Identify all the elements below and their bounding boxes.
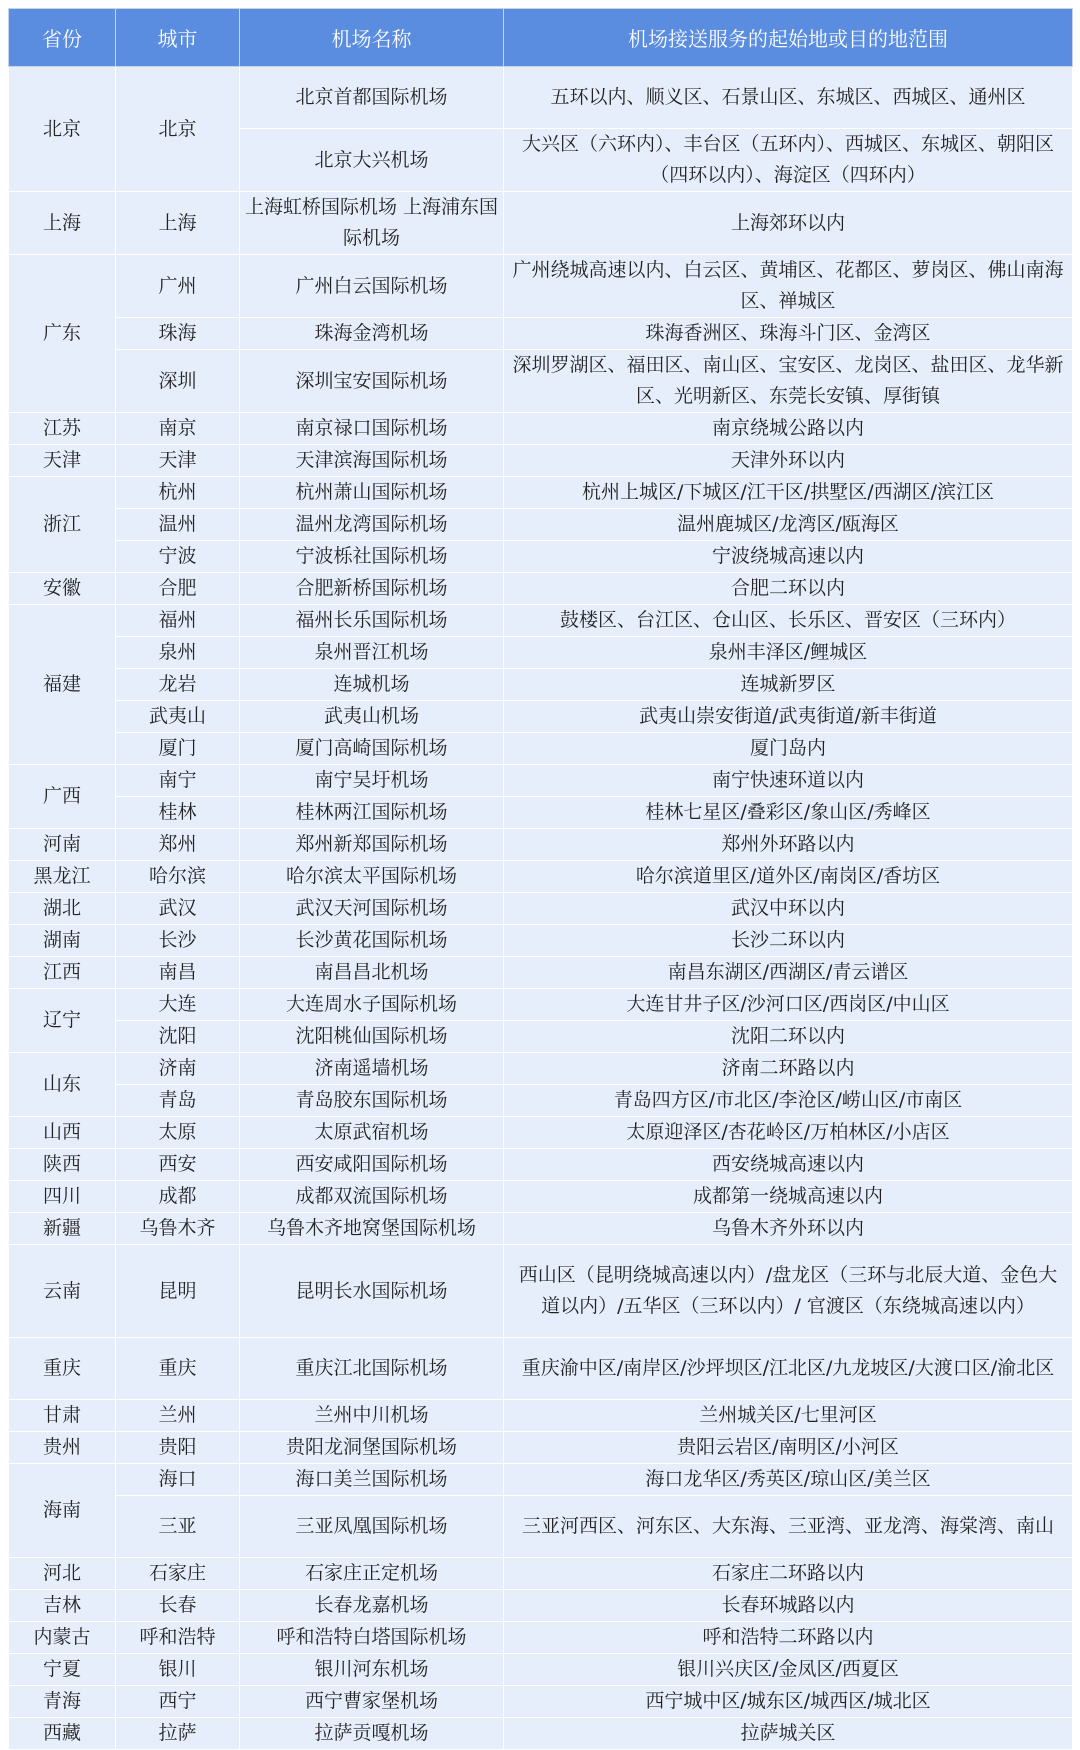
header-airport: 机场名称 [240,9,504,67]
range-cell: 珠海香洲区、珠海斗门区、金湾区 [504,318,1073,350]
airport-cell: 长沙黄花国际机场 [240,925,504,957]
range-cell: 厦门岛内 [504,733,1073,765]
range-cell: 郑州外环路以内 [504,829,1073,861]
table-row [9,765,1073,797]
city-cell: 郑州 [116,829,240,861]
range-cell: 大兴区（六环内）、丰台区（五环内）、西城区、东城区、朝阳区（四环以内）、海淀区（四环内） [504,129,1073,192]
table-row [9,477,1073,509]
header-province: 省份 [9,9,116,67]
range-cell: 乌鲁木齐外环以内 [504,1213,1073,1245]
city-cell: 银川 [116,1654,240,1686]
table-row [9,1686,1073,1718]
airport-cell: 哈尔滨太平国际机场 [240,861,504,893]
province-cell: 福建 [9,605,116,765]
table-row [9,1021,1073,1053]
city-cell: 长沙 [116,925,240,957]
city-cell: 南宁 [116,765,240,797]
province-cell: 天津 [9,445,116,477]
airport-cell: 长春龙嘉机场 [240,1590,504,1622]
city-cell: 沈阳 [116,1021,240,1053]
airport-cell: 贵阳龙洞堡国际机场 [240,1432,504,1464]
airport-service-table [8,8,1073,1750]
airport-cell: 银川河东机场 [240,1654,504,1686]
airport-cell: 郑州新郑国际机场 [240,829,504,861]
city-cell: 成都 [116,1181,240,1213]
range-cell: 泉州丰泽区/鲤城区 [504,637,1073,669]
range-cell: 鼓楼区、台江区、仓山区、长乐区、晋安区（三环内） [504,605,1073,637]
province-cell: 新疆 [9,1213,116,1245]
table-row [9,957,1073,989]
city-cell: 武夷山 [116,701,240,733]
table-row [9,925,1073,957]
city-cell: 三亚 [116,1496,240,1558]
province-cell: 辽宁 [9,989,116,1053]
province-cell: 江苏 [9,413,116,445]
city-cell: 青岛 [116,1085,240,1117]
city-cell: 合肥 [116,573,240,605]
table-row [9,1053,1073,1085]
range-cell: 天津外环以内 [504,445,1073,477]
table-row [9,1496,1073,1558]
province-cell: 河北 [9,1558,116,1590]
airport-cell: 北京首都国际机场 [240,67,504,129]
airport-cell: 泉州晋江机场 [240,637,504,669]
province-cell: 山西 [9,1117,116,1149]
province-cell: 海南 [9,1464,116,1558]
city-cell: 太原 [116,1117,240,1149]
airport-cell: 桂林两江国际机场 [240,797,504,829]
range-cell: 贵阳云岩区/南明区/小河区 [504,1432,1073,1464]
city-cell: 深圳 [116,350,240,413]
city-cell: 珠海 [116,318,240,350]
city-cell: 西宁 [116,1686,240,1718]
city-cell: 南京 [116,413,240,445]
table-row [9,1718,1073,1750]
table-row [9,893,1073,925]
range-cell: 成都第一绕城高速以内 [504,1181,1073,1213]
city-cell: 呼和浩特 [116,1622,240,1654]
table-row [9,637,1073,669]
airport-cell: 成都双流国际机场 [240,1181,504,1213]
city-cell: 拉萨 [116,1718,240,1750]
table-row [9,192,1073,255]
table-row [9,1432,1073,1464]
province-cell: 吉林 [9,1590,116,1622]
table-row [9,701,1073,733]
city-cell: 广州 [116,255,240,318]
city-cell: 海口 [116,1464,240,1496]
table-row [9,350,1073,413]
range-cell: 西安绕城高速以内 [504,1149,1073,1181]
table-row [9,1338,1073,1400]
city-cell: 南昌 [116,957,240,989]
range-cell: 合肥二环以内 [504,573,1073,605]
airport-cell: 重庆江北国际机场 [240,1338,504,1400]
range-cell: 拉萨城关区 [504,1718,1073,1750]
city-cell: 长春 [116,1590,240,1622]
header-city: 城市 [116,9,240,67]
table-row [9,1085,1073,1117]
header-range: 机场接送服务的起始地或目的地范围 [504,9,1073,67]
province-cell: 江西 [9,957,116,989]
airport-cell: 深圳宝安国际机场 [240,350,504,413]
airport-cell: 南京禄口国际机场 [240,413,504,445]
city-cell: 西安 [116,1149,240,1181]
range-cell: 呼和浩特二环路以内 [504,1622,1073,1654]
province-cell: 湖南 [9,925,116,957]
city-cell: 贵阳 [116,1432,240,1464]
range-cell: 西山区（昆明绕城高速以内）/盘龙区（三环与北辰大道、金色大道以内）/五华区（三环以内）/ 官渡区（东绕城高速以内） [504,1245,1073,1338]
city-cell: 温州 [116,509,240,541]
table-row [9,445,1073,477]
table-row [9,733,1073,765]
range-cell: 青岛四方区/市北区/李沧区/崂山区/市南区 [504,1085,1073,1117]
airport-cell: 济南遥墙机场 [240,1053,504,1085]
range-cell: 连城新罗区 [504,669,1073,701]
airport-cell: 合肥新桥国际机场 [240,573,504,605]
range-cell: 重庆渝中区/南岸区/沙坪坝区/江北区/九龙坡区/大渡口区/渝北区 [504,1338,1073,1400]
province-cell: 广东 [9,255,116,413]
city-cell: 重庆 [116,1338,240,1400]
range-cell: 深圳罗湖区、福田区、南山区、宝安区、龙岗区、盐田区、龙华新区、光明新区、东莞长安镇、厚街镇 [504,350,1073,413]
table-row [9,318,1073,350]
airport-cell: 沈阳桃仙国际机场 [240,1021,504,1053]
city-cell: 杭州 [116,477,240,509]
range-cell: 宁波绕城高速以内 [504,541,1073,573]
airport-cell: 温州龙湾国际机场 [240,509,504,541]
range-cell: 武汉中环以内 [504,893,1073,925]
table-row [9,1622,1073,1654]
table-row [9,989,1073,1021]
table-row [9,509,1073,541]
city-cell: 泉州 [116,637,240,669]
airport-cell: 乌鲁木齐地窝堡国际机场 [240,1213,504,1245]
range-cell: 杭州上城区/下城区/江干区/拱墅区/西湖区/滨江区 [504,477,1073,509]
range-cell: 银川兴庆区/金凤区/西夏区 [504,1654,1073,1686]
range-cell: 桂林七星区/叠彩区/象山区/秀峰区 [504,797,1073,829]
range-cell: 哈尔滨道里区/道外区/南岗区/香坊区 [504,861,1073,893]
range-cell: 济南二环路以内 [504,1053,1073,1085]
table-row [9,573,1073,605]
city-cell: 武汉 [116,893,240,925]
range-cell: 大连甘井子区/沙河口区/西岗区/中山区 [504,989,1073,1021]
table-row [9,1245,1073,1338]
table-row [9,255,1073,318]
province-cell: 云南 [9,1245,116,1338]
airport-cell: 石家庄正定机场 [240,1558,504,1590]
range-cell: 石家庄二环路以内 [504,1558,1073,1590]
city-cell: 昆明 [116,1245,240,1338]
province-cell: 河南 [9,829,116,861]
city-cell: 上海 [116,192,240,255]
table-row [9,1654,1073,1686]
city-cell: 哈尔滨 [116,861,240,893]
city-cell: 桂林 [116,797,240,829]
airport-cell: 青岛胶东国际机场 [240,1085,504,1117]
city-cell: 厦门 [116,733,240,765]
airport-cell: 太原武宿机场 [240,1117,504,1149]
city-cell: 石家庄 [116,1558,240,1590]
province-cell: 北京 [9,67,116,192]
province-cell: 内蒙古 [9,1622,116,1654]
range-cell: 广州绕城高速以内、白云区、黄埔区、花都区、萝岗区、佛山南海区、禅城区 [504,255,1073,318]
airport-cell: 广州白云国际机场 [240,255,504,318]
airport-cell: 昆明长水国际机场 [240,1245,504,1338]
province-cell: 安徽 [9,573,116,605]
table-row [9,67,1073,129]
table-row [9,1558,1073,1590]
table-row [9,861,1073,893]
airport-cell: 南宁吴圩机场 [240,765,504,797]
range-cell: 长沙二环以内 [504,925,1073,957]
airport-cell: 天津滨海国际机场 [240,445,504,477]
table-row [9,829,1073,861]
airport-cell: 宁波栎社国际机场 [240,541,504,573]
airport-cell: 北京大兴机场 [240,129,504,192]
airport-cell: 西安咸阳国际机场 [240,1149,504,1181]
airport-cell: 呼和浩特白塔国际机场 [240,1622,504,1654]
province-cell: 西藏 [9,1718,116,1750]
city-cell: 北京 [116,67,240,192]
province-cell: 浙江 [9,477,116,573]
city-cell: 龙岩 [116,669,240,701]
airport-cell: 兰州中川机场 [240,1400,504,1432]
airport-cell: 拉萨贡嘎机场 [240,1718,504,1750]
province-cell: 四川 [9,1181,116,1213]
airport-cell: 西宁曹家堡机场 [240,1686,504,1718]
airport-cell: 上海虹桥国际机场 上海浦东国际机场 [240,192,504,255]
range-cell: 三亚河西区、河东区、大东海、三亚湾、亚龙湾、海棠湾、南山 [504,1496,1073,1558]
airport-cell: 连城机场 [240,669,504,701]
province-cell: 重庆 [9,1338,116,1400]
province-cell: 青海 [9,1686,116,1718]
city-cell: 济南 [116,1053,240,1085]
range-cell: 上海郊环以内 [504,192,1073,255]
province-cell: 陕西 [9,1149,116,1181]
table-row [9,669,1073,701]
range-cell: 西宁城中区/城东区/城西区/城北区 [504,1686,1073,1718]
province-cell: 广西 [9,765,116,829]
airport-cell: 珠海金湾机场 [240,318,504,350]
province-cell: 宁夏 [9,1654,116,1686]
range-cell: 沈阳二环以内 [504,1021,1073,1053]
table-row [9,1117,1073,1149]
province-cell: 甘肃 [9,1400,116,1432]
province-cell: 贵州 [9,1432,116,1464]
city-cell: 福州 [116,605,240,637]
range-cell: 武夷山崇安街道/武夷街道/新丰街道 [504,701,1073,733]
city-cell: 天津 [116,445,240,477]
table-row [9,1464,1073,1496]
airport-cell: 三亚凤凰国际机场 [240,1496,504,1558]
range-cell: 南京绕城公路以内 [504,413,1073,445]
airport-cell: 大连周水子国际机场 [240,989,504,1021]
range-cell: 海口龙华区/秀英区/琼山区/美兰区 [504,1464,1073,1496]
table-row [9,1213,1073,1245]
range-cell: 兰州城关区/七里河区 [504,1400,1073,1432]
header-row [9,9,1073,67]
table-row [9,605,1073,637]
airport-cell: 福州长乐国际机场 [240,605,504,637]
airport-cell: 南昌昌北机场 [240,957,504,989]
range-cell: 长春环城路以内 [504,1590,1073,1622]
city-cell: 宁波 [116,541,240,573]
airport-cell: 厦门高崎国际机场 [240,733,504,765]
table-row [9,1181,1073,1213]
table-row [9,541,1073,573]
range-cell: 南宁快速环道以内 [504,765,1073,797]
table-row [9,1400,1073,1432]
province-cell: 上海 [9,192,116,255]
city-cell: 大连 [116,989,240,1021]
airport-cell: 武汉天河国际机场 [240,893,504,925]
table-row [9,797,1073,829]
table-row [9,413,1073,445]
province-cell: 湖北 [9,893,116,925]
range-cell: 太原迎泽区/杏花岭区/万柏林区/小店区 [504,1117,1073,1149]
airport-cell: 海口美兰国际机场 [240,1464,504,1496]
table-row [9,1590,1073,1622]
city-cell: 乌鲁木齐 [116,1213,240,1245]
range-cell: 五环以内、顺义区、石景山区、东城区、西城区、通州区 [504,67,1073,129]
airport-cell: 武夷山机场 [240,701,504,733]
province-cell: 山东 [9,1053,116,1117]
city-cell: 兰州 [116,1400,240,1432]
airport-cell: 杭州萧山国际机场 [240,477,504,509]
table-row [9,1149,1073,1181]
range-cell: 南昌东湖区/西湖区/青云谱区 [504,957,1073,989]
province-cell: 黑龙江 [9,861,116,893]
range-cell: 温州鹿城区/龙湾区/瓯海区 [504,509,1073,541]
